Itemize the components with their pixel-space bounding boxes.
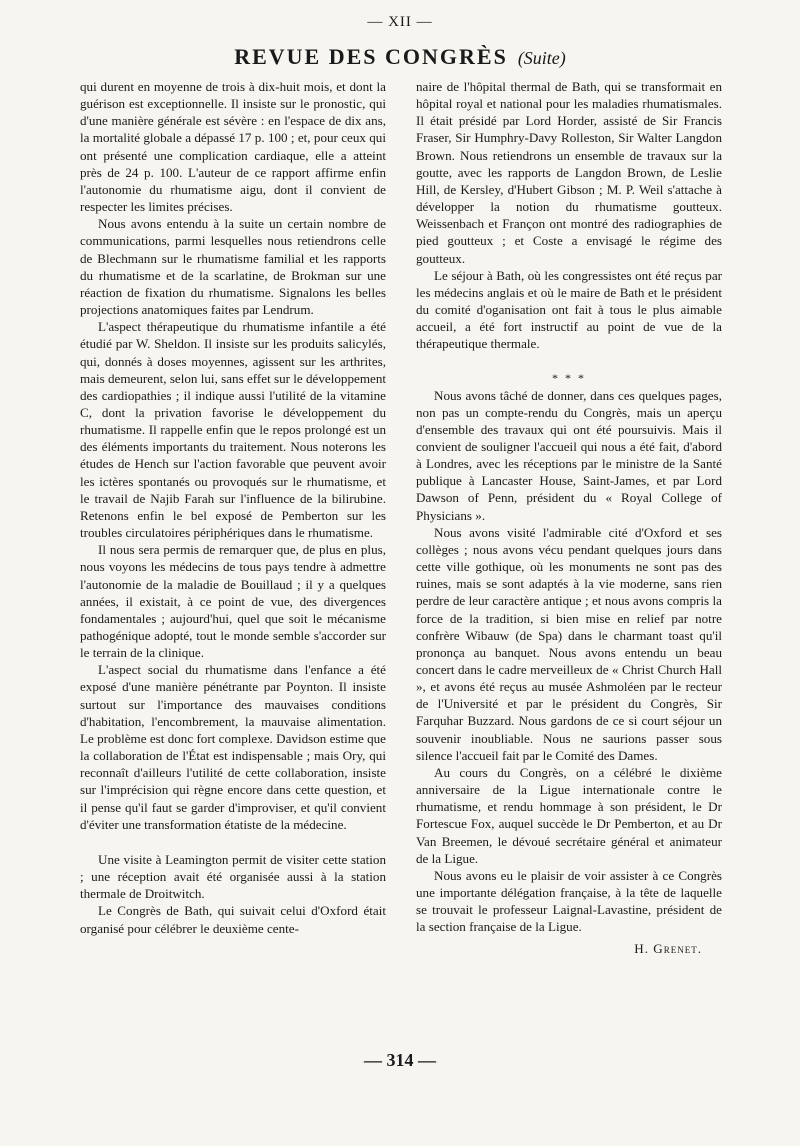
page-header	[0, 44, 800, 70]
paragraph: Au cours du Congrès, on a célébré le dixième anniversaire de la Ligue internationale contre le rhumatisme, et rendu hommage à son président, le Dr Fortescue Fox, auquel succède le Dr Pemberton, et au Dr Van Breemen, le dévoué secrétaire général et animateur de la Ligue.	[416, 764, 722, 866]
paragraph: L'aspect social du rhumatisme dans l'enfance a été exposé d'une manière pénétrante par Poynton. Il insiste surtout sur l'importance des mauvaises conditions d'habitation, l'encombrement, la mauvaise alimentation. Le problème est donc fort complexe. Davidson estime que la collaboration de l'État est indispensable ; mais Ory, qui reconnaît d'ailleurs l'utilité de cette collaboration, insiste sur l'imprécision qui règne encore dans cette question, et il pense qu'il faut se garder d'improviser, et qu'il convient d'éviter une transformation étatiste de la médecine.	[80, 662, 386, 832]
suite-label: (Suite)	[517, 48, 566, 68]
paragraph: Il nous sera permis de remarquer que, de plus en plus, nous voyons les médecins de tous pays tendre à admettre l'autonomie de la maladie de Bouillaud ; il y a quelques années, il existait, à ce point de vue, des divergences fondamentales ; aujourd'hui, quel que soit le mécanisme pathogénique adopté, tout le monde semble s'accorder sur le terrain de la clinique.	[80, 542, 386, 661]
folio-roman: — XII —	[367, 14, 433, 30]
paragraph: Nous avons visité l'admirable cité d'Oxford et ses collèges ; nous avons vécu pendant quelques jours dans cette ville gothique, où les monuments ne sont pas des ruines, mais se sont adaptés à la vie moderne, sans rien perdre de leur caractère antique ; et nous avons compris la force de la tradition, si bien mise en relief par notre confrère Wibauw (de Spa) dans le charmant toast qu'il prononça au banquet. Nous avons entendu un beau concert dans le cadre merveilleux de « Christ Church Hall », et avons été reçus au musée Ashmoléen par le recteur de l'Université et par le président du Congrès, Sir Farquhar Buzzard. Nous gardons de ce si court séjour un souvenir inoubliable. Nous ne saurions passer sous silence l'accueil fait par le Comité des Dames.	[416, 524, 722, 763]
author-signature: H. Grenet.	[634, 940, 702, 956]
paragraph: naire de l'hôpital thermal de Bath, qui se transformait en hôpital royal et national pour les maladies rhumatismales. Il était présidé par Lord Horder, assisté de Sir Francis Fraser, Sir Humphry-Davy Rolleston, Sir Walter Langdon Brown. Nous retiendrons un ensemble de travaux sur la goutte, avec les rapports de Langdon Brown, de Leslie Hill, de Kersley, d'Hubert Gibson ; M. P. Weil s'attache à développer la notion du rhumatisme goutteux. Weissenbach et Françon ont montré des radiographies de pied goutteux ; et Coste a envisagé le régime des goutteux.	[416, 79, 722, 266]
left-column	[80, 78, 386, 937]
right-column	[416, 78, 722, 957]
paragraph: Nous avons tâché de donner, dans ces quelques pages, non pas un compte-rendu du Congrès, mais un aperçu d'ensemble des travaux qui ont été poursuivis. Mais il convient de souligner l'accueil qui nous a été fait, d'abord à Londres, avec les réceptions par le ministre de la Santé publique à Lancaster House, Saint-James, et par Lord Dawson of Penn, président du « Royal College of Physicians ».	[416, 387, 722, 523]
paragraph: Nous avons eu le plaisir de voir assister à ce Congrès une importante délégation française, à la tête de laquelle se trouvait le professeur Laignal-Lavastine, président de la section française de la Ligue.	[416, 867, 722, 935]
section-separator: * * *	[552, 370, 586, 385]
paragraph: Une visite à Leamington permit de visiter cette station ; une réception avait été organisée aussi à la station thermale de Droitwitch.	[80, 851, 386, 902]
paragraph: L'aspect thérapeutique du rhumatisme infantile a été étudié par W. Sheldon. Il insiste sur les produits salicylés, qui, donnés à doses moyennes, agissent sur les arthrites, mais demeurent, selon lui, sans effet sur le développement des cardiopathies ; il indique aussi l'utilité de la vitamine C, dont la privation favorise le développement du rhumatisme. Il rappelle enfin que le repos prolongé est un des éléments importants du traitement. Nous noterons les études de Hench sur l'action favorable que peuvent avoir les ictères spontanés ou provoqués sur le rhumatisme, et le travail de Najib Farah sur l'influence de la bilirubine. Retenons enfin le bel exposé de Pemberton sur les troubles circulatoires périphériques dans le rhumatisme.	[80, 319, 386, 541]
paragraph: Le séjour à Bath, où les congressistes ont été reçus par les médecins anglais et où le maire de Bath et le président du comité d'oganisation ont fait à tous le plus aimable accueil, a été fort instructif au point de vue de la thérapeutique thermale.	[416, 267, 722, 352]
paragraph: Le Congrès de Bath, qui suivait celui d'Oxford était organisé pour célébrer le deuxième cente-	[80, 903, 386, 936]
page-number: — 314 —	[364, 1050, 436, 1070]
paragraph: qui durent en moyenne de trois à dix-huit mois, et dont la guérison est exceptionnelle. Il insiste sur le pronostic, qui d'une manière générale est sévère : en l'espace de dix ans, la mortalité globale a dépassé 17 p. 100 ; et, pour ceux qui ont présenté une complication cardiaque, elle a atteint près de 24 p. 100. L'auteur de ce rapport affirme enfin l'autonomie du rhumatisme aigu, dont il convient de respecter les limites précises.	[80, 79, 386, 215]
paragraph: Nous avons entendu à la suite un certain nombre de communications, parmi lesquelles nous retiendrons celle de Blechmann sur le rhumatisme familial et les rapports du rhumatisme et de la scarlatine, de Brokman sur une réaction de fixation du rhumatisme. Signalons les belles projections anatomiques faites par Lendrum.	[80, 216, 386, 318]
journal-title: REVUE DES CONGRÈS	[234, 44, 508, 69]
